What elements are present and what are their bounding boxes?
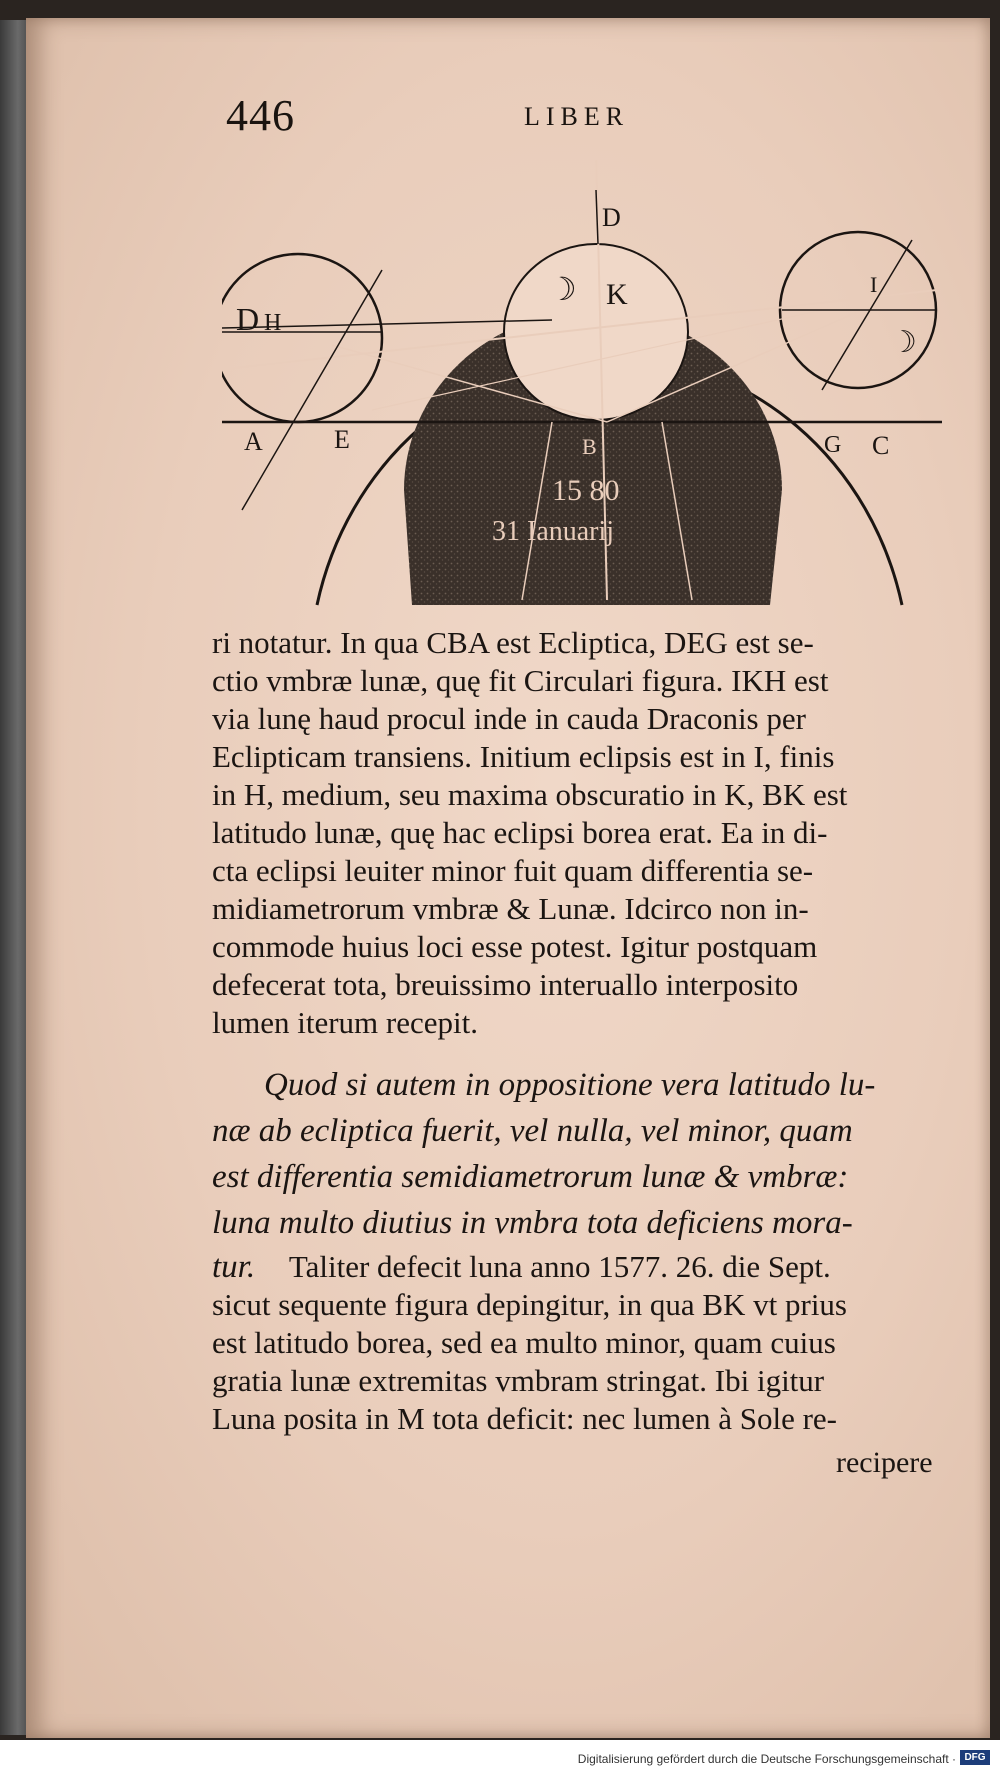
- eclipse-diagram: [222, 160, 952, 620]
- text-line: ctio vmbræ lunæ, quę fit Circulari figura. IKH est: [212, 663, 829, 698]
- text-line: via lunę haud procul inde in cauda Draconis per: [212, 701, 806, 736]
- label-K: K: [606, 278, 628, 311]
- label-E: E: [334, 425, 350, 454]
- italic-text-line: est differentia semidiametrorum lunæ & vmbræ:: [212, 1159, 849, 1195]
- text-line: ri notatur. In qua CBA est Ecliptica, DEG est se-: [212, 625, 814, 660]
- text-line: defecerat tota, breuissimo interuallo interposito: [212, 967, 799, 1002]
- text-line: est latitudo borea, sed ea multo minor, quam cuius: [212, 1325, 836, 1360]
- mixed-text-line: [212, 1248, 952, 1286]
- label-A: A: [244, 427, 263, 456]
- label-I: I: [870, 272, 878, 297]
- text-line: Luna posita in M tota deficit: nec lumen à Sole re-: [212, 1401, 837, 1436]
- moon-circle-K: [504, 244, 688, 420]
- label-D-left: D: [236, 301, 260, 337]
- roman-fragment: Taliter defecit luna anno 1577. 26. die Sept.: [288, 1249, 831, 1284]
- text-line: sicut sequente figura depingitur, in qua BK vt prius: [212, 1287, 848, 1322]
- text-line: latitudo lunæ, quę hac eclipsi borea erat. Ea in di-: [212, 815, 828, 850]
- moon-circle-H: [222, 254, 382, 422]
- italic-text-line: luna multo diutius in vmbra tota deficiens mora-: [212, 1205, 853, 1241]
- label-C: C: [872, 431, 890, 460]
- label-G: G: [824, 432, 842, 458]
- figure-date: 31 Ianuarij: [492, 516, 615, 547]
- text-line: lumen iterum recepit.: [212, 1005, 478, 1040]
- digitization-credit: Digitalisierung gefördert durch die Deutsche Forschungsgemeinschaft ·: [577, 1752, 956, 1766]
- text-line: in H, medium, seu maxima obscuratio in K, BK est: [212, 777, 848, 812]
- catchword: recipere: [836, 1446, 933, 1479]
- text-line: cta eclipsi leuiter minor fuit quam differentia se-: [212, 853, 814, 888]
- text-line: commode huius loci esse potest. Igitur postquam: [212, 929, 818, 964]
- label-B: B: [582, 434, 597, 459]
- italic-text-line: Quod si autem in oppositione vera latitudo lu-: [264, 1067, 876, 1103]
- page-number: 446: [226, 91, 295, 140]
- label-H: H: [264, 310, 282, 336]
- italic-fragment: tur.: [212, 1249, 256, 1285]
- label-moon-right: ☽: [890, 326, 917, 359]
- label-moon-center: ☽: [548, 271, 577, 307]
- figure-year: 15 80: [552, 474, 620, 507]
- text-line: midiametrorum vmbræ & Lunæ. Idcirco non in-: [212, 891, 809, 926]
- italic-text-line: næ ab ecliptica fuerit, vel nulla, vel minor, quam: [212, 1113, 853, 1149]
- text-line: gratia lunæ extremitas vmbram stringat. Ibi igitur: [212, 1363, 825, 1398]
- label-D-top: D: [602, 203, 621, 232]
- running-head: LIBER: [524, 102, 630, 131]
- text-line: Eclipticam transiens. Initium eclipsis est in I, finis: [212, 739, 835, 774]
- dfg-logo: DFG: [960, 1750, 990, 1765]
